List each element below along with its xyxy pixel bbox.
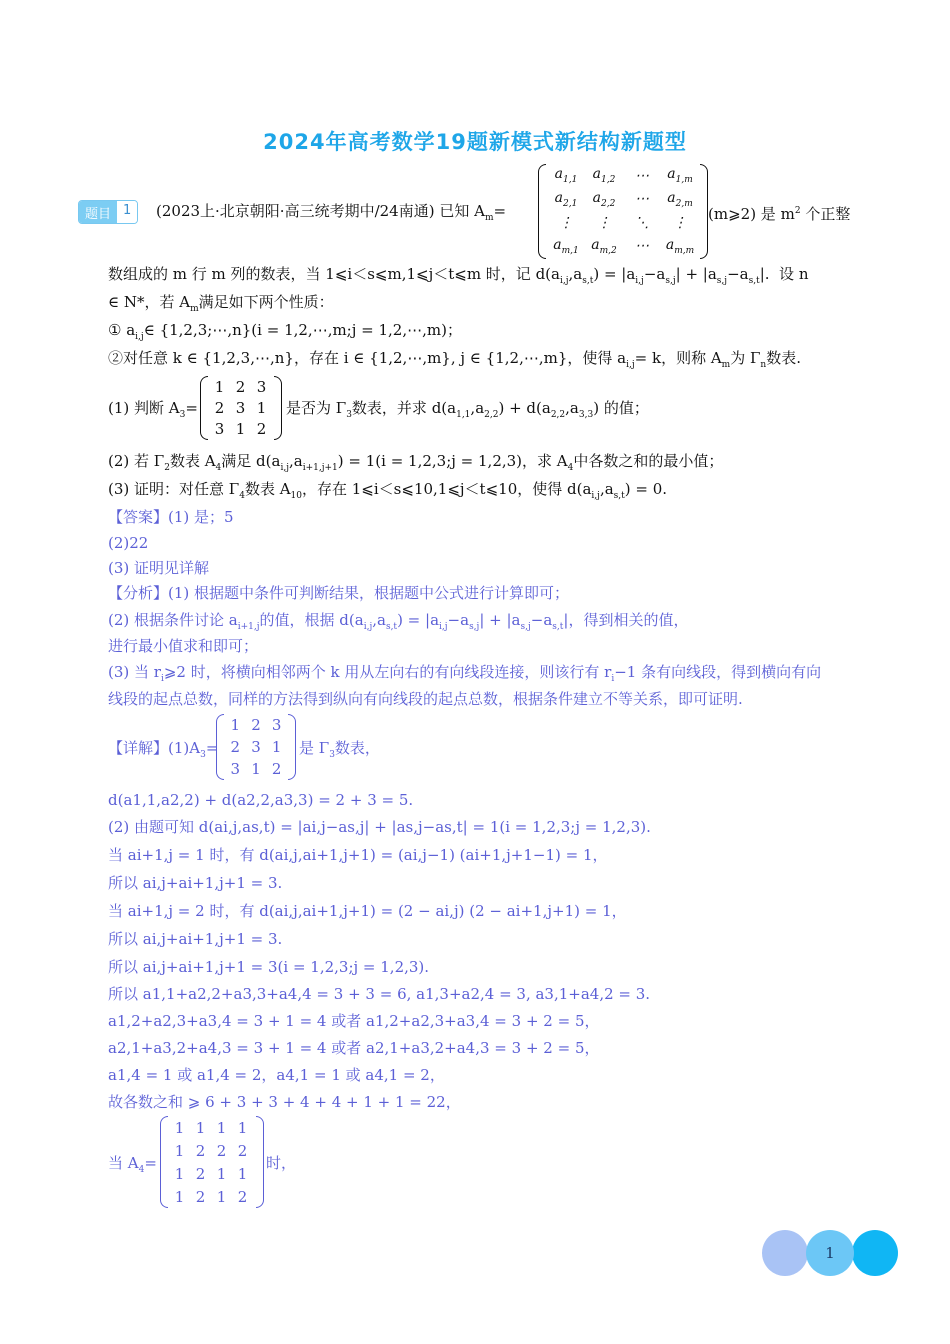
matrix-cell: 1 (251, 760, 261, 778)
prop2-b: = k，则称 A (634, 349, 722, 367)
intro-end: 个正整 (800, 205, 851, 223)
matrix-cell: 1 (235, 419, 246, 438)
answer-3: (3) 证明见详解 (108, 559, 210, 577)
analysis-2: (2) 根据条件讨论 $a_{i+1,j}$的值，根据 $d(a_{i,j},a_{s,t}) = |a_{i,j}-a_{s,j}| + |a_{s,j}-a_{s,t}|$，得到相关的值， (108, 611, 689, 632)
matrix-cell: 1 (237, 1164, 248, 1183)
answer-1: 【答案】(1) 是；5 (108, 508, 234, 526)
matrix-cell: ⋯ (635, 191, 649, 208)
problem-intro: (2023上·北京朝阳·高三统考期中/24南通) 已知 $A_m=$ (156, 202, 507, 223)
question-1-cont: 是否为 $\Gamma_3$数表，并求 $d(a_{1,1},a_{2,2}) + d(a_{2,2},a_{3,3})$ 的值； (286, 399, 649, 420)
detail-3: (2) 由题可知 d(ai,j,as,t) = |ai,j−as,j| + |as,j−as,t| = 1(i = 1,2,3;j = 1,2,3). (108, 818, 651, 836)
detail-4: 当 ai+1,j = 1 时，有 d(ai,j,ai+1,j+1) = (ai,j−1) (ai+1,j+1−1) = 1， (108, 846, 608, 864)
matrix-cell: 2 (256, 419, 267, 438)
answer-2: (2)22 (108, 534, 149, 552)
matrix-cell: ⋯ (635, 167, 649, 184)
analysis-1: 【分析】(1) 根据题中条件可判断结果，根据题中公式进行计算即可； (108, 584, 570, 602)
matrix-table (169, 1116, 253, 1208)
matrix-cell: ⋮ (559, 214, 573, 231)
matrix-table (547, 164, 699, 258)
q2-c: 满足 d(a (221, 452, 281, 470)
detail-8: 所以 ai,j+ai+1,j+1 = 3(i = 1,2,3;j = 1,2,3). (108, 958, 430, 976)
problem-badge (78, 200, 138, 224)
badge-label: 题目 (79, 201, 117, 223)
matrix-cell: 1 (216, 1164, 227, 1183)
matrix-cell: 2 (237, 1187, 248, 1206)
q2-e: 中各数之和的最小值； (573, 452, 724, 470)
detail-10: a1,2+a2,3+a3,4 = 3 + 1 = 4 或者 a1,2+a2,3+a3,4 = 3 + 2 = 5， (108, 1012, 600, 1030)
matrix-cell: 3 (214, 419, 225, 438)
detail-2: d(a1,1,a2,2) + d(a2,2,a3,3) = 2 + 3 = 5. (108, 791, 414, 809)
page-title: 2024年高考数学19题新模式新结构新题型 (263, 130, 687, 154)
page-deco-circle-left (762, 1230, 808, 1276)
matrix-cell: 2 (216, 1141, 227, 1160)
question-1: (1) 判断 $A_3=$ (108, 399, 198, 420)
d1b: 是 Γ (299, 739, 330, 757)
detail-5: 所以 ai,j+ai+1,j+1 = 3. (108, 874, 283, 892)
matrix-cell: 3 (256, 377, 267, 396)
matrix-cell: 1 (216, 1118, 227, 1137)
line2-end: 设 n (779, 265, 809, 283)
q2-d: ) = 1(i = 1,2,3;j = 1,2,3)，求 A (337, 452, 568, 470)
matrix-cell: $a_{m,1}$ (553, 236, 579, 256)
matrix-cell: 1 (174, 1118, 185, 1137)
matrix-cell: 2 (230, 738, 241, 756)
q3-c: ，存在 1⩽i＜s⩽10,1⩽j＜t⩽10，使得 d(a (302, 480, 592, 498)
matrix-cell: $a_{1,1}$ (554, 166, 578, 186)
matrix-a3-solution (216, 714, 296, 780)
matrix-cell: 1 (271, 738, 282, 756)
question-2: (2) 若 $\Gamma_2$数表 $A_4$满足 $d(a_{i,j},a_{i+1,j+1}) = 1(i$ = 1,2,3;j = 1,2,3)，求 $A_4$中各数之和的最小值； (108, 452, 724, 473)
prop2-c: 为 Γ (730, 349, 761, 367)
intro-text: (2023上·北京朝阳·高三统考期中/24南通) 已知 A (156, 202, 485, 220)
detail-11: a2,1+a3,2+a4,3 = 3 + 1 = 4 或者 a2,1+a3,2+a4,3 = 3 + 2 = 5， (108, 1039, 600, 1057)
q3-a: (3) 证明：对任意 Γ (108, 480, 240, 498)
intro-cond: (m⩾2) 是 m (708, 205, 795, 223)
analysis-4: (3) 当 $r_i⩾2$ 时，将横向相邻两个 k 用从左向右的有向线段连接，则该行有 $r_i-1$ 条有向线段，得到横向有向 (108, 663, 822, 684)
f2b: 的值，根据 d(a (259, 611, 364, 629)
prop2-a: ②对任意 k ∈ {1,2,3,⋯,n}，存在 i ∈ {1,2,⋯,m}, j ∈ {1,2,⋯,m}，使得 a (108, 349, 627, 367)
detail-12: a1,4 = 1 或 a1,4 = 2，a4,1 = 1 或 a4,1 = 2， (108, 1066, 445, 1084)
matrix-cell: 2 (195, 1141, 206, 1160)
property-1: ① $a_{i,j}\in$ {1,2,3;⋯,n}(i = 1,2,⋯,m;j = 1,2,⋯,m)； (108, 321, 462, 342)
detail-9: 所以 a1,1+a2,2+a3,3+a4,4 = 3 + 3 = 6, a1,3+a2,4 = 3, a3,1+a4,2 = 3. (108, 985, 651, 1003)
matrix-cell: $a_{m,m}$ (665, 236, 695, 256)
matrix-cell: 1 (195, 1118, 206, 1137)
detail-6: 当 ai+1,j = 2 时，有 d(ai,j,ai+1,j+1) = (2 − ai,j) (2 − ai+1,j+1) = 1， (108, 902, 627, 920)
matrix-a4 (160, 1116, 264, 1208)
q2-a: (2) 若 Γ (108, 452, 165, 470)
matrix-cell: $a_{2,1}$ (554, 189, 578, 209)
f4b: ⩾2 时，将横向相邻两个 k 用从左向右的有向线段连接，则该行有 r (163, 663, 612, 681)
problem-line-3: ∈ N*，若 $A_m$满足如下两个性质： (108, 293, 334, 314)
page-number: 1 (806, 1230, 854, 1276)
detail-1-cont: 是 $\Gamma_3$数表， (299, 739, 380, 760)
matrix-cell: 1 (174, 1187, 185, 1206)
matrix-cell: 1 (214, 377, 225, 396)
matrix-cell: 1 (256, 398, 267, 417)
f4c: −1 条有向线段，得到横向有向 (614, 663, 822, 681)
matrix-cell: 1 (230, 716, 241, 734)
matrix-cell: 2 (251, 716, 261, 734)
question-3: (3) 证明：对任意 $\Gamma_4$数表 $A_{10}$，存在 1⩽i＜s⩽10,1⩽j＜t⩽10，使得 $d(a_{i,j},a_{s,t}) = 0$. (108, 480, 668, 501)
matrix-cell: 3 (271, 716, 282, 734)
page-deco-circle-right (852, 1230, 898, 1276)
intro-cont: (m⩾2) 是 $m^2$ 个正整 (708, 205, 851, 223)
d1a: 【详解】(1)A (108, 739, 201, 757)
detail-14: 当 $A_4=$ (108, 1154, 157, 1175)
matrix-table (209, 376, 272, 439)
matrix-cell: ⋮ (673, 214, 687, 231)
analysis-3: 进行最小值求和即可； (108, 637, 259, 655)
matrix-cell: 1 (174, 1141, 185, 1160)
matrix-cell: $a_{1,2}$ (592, 166, 616, 186)
matrix-table (225, 714, 287, 780)
prop1-b: ∈ {1,2,3;⋯,n}(i = 1,2,⋯,m;j = 1,2,⋯,m)； (143, 321, 462, 339)
matrix-cell: ⋱ (635, 214, 649, 231)
matrix-a (538, 164, 708, 259)
badge-number: 1 (117, 201, 137, 223)
q1-c: 数表，并求 d(a (351, 399, 457, 417)
matrix-cell: $a_{2,m}$ (667, 189, 693, 209)
line3-text: ∈ N*，若 A (108, 293, 191, 311)
prop1-a: ① a (108, 321, 136, 339)
matrix-cell: 1 (216, 1187, 227, 1206)
matrix-cell: 2 (195, 1164, 206, 1183)
matrix-cell: 3 (251, 738, 261, 756)
analysis-5: 线段的起点总数，同样的方法得到纵向有向线段的起点总数，根据条件建立不等关系，即可证明. (108, 690, 743, 708)
matrix-a3 (200, 376, 282, 440)
property-2: ②对任意 k ∈ {1,2,3,⋯,n}，存在 i ∈ {1,2,⋯,m}, j ∈ {1,2,⋯,m}，使得 $a_{i,j}= k$，则称 $A_m$为 $\Gamma_n$数表. (108, 349, 801, 370)
f2a: (2) 根据条件讨论 a (108, 611, 238, 629)
matrix-cell: ⋮ (597, 214, 611, 231)
detail-14-end: 时， (266, 1154, 297, 1172)
detail-13: 故各数之和 ⩾ 6 + 3 + 3 + 4 + 4 + 1 + 1 = 22， (108, 1093, 461, 1111)
matrix-cell: 2 (214, 398, 225, 417)
detail-7: 所以 ai,j+ai+1,j+1 = 3. (108, 930, 283, 948)
line2-text: 数组成的 m 行 m 列的数表，当 1⩽i＜s⩽m,1⩽j＜t⩽m 时，记 d(a (108, 265, 560, 283)
prop2-d: 数表. (766, 349, 801, 367)
f2c: ，得到相关的值， (568, 611, 689, 629)
matrix-cell: 2 (271, 760, 282, 778)
problem-line-2: 数组成的 m 行 m 列的数表，当 1⩽i＜s⩽m,1⩽j＜t⩽m 时，记 $d(a_{i,j},a_{s,t}) = |a_{i,j}-a_{s,j}| + |a_{s,j}-a_{s,t}|$. 设 n (108, 265, 809, 286)
q3-b: 数表 A (244, 480, 291, 498)
q2-b: 数表 A (169, 452, 216, 470)
matrix-cell: ⋯ (635, 238, 649, 255)
matrix-cell: $a_{m,2}$ (591, 236, 617, 256)
detail-1: 【详解】$(1)A_3=$ (108, 739, 219, 760)
q1-b: 是否为 Γ (286, 399, 347, 417)
matrix-cell: 2 (195, 1187, 206, 1206)
matrix-cell: $a_{1,m}$ (667, 166, 693, 186)
q1-a: (1) 判断 A (108, 399, 180, 417)
matrix-cell: 1 (237, 1118, 248, 1137)
f4a: (3) 当 r (108, 663, 161, 681)
d1c: 数表， (334, 739, 380, 757)
q3-d: ) = 0. (624, 480, 668, 498)
matrix-cell: 2 (237, 1141, 248, 1160)
matrix-cell: 3 (230, 760, 241, 778)
matrix-cell: 2 (235, 377, 246, 396)
d14a: 当 A (108, 1154, 139, 1172)
matrix-cell: $a_{2,2}$ (592, 189, 616, 209)
matrix-cell: 1 (174, 1164, 185, 1183)
matrix-cell: 3 (235, 398, 246, 417)
line3-end: 满足如下两个性质： (198, 293, 334, 311)
